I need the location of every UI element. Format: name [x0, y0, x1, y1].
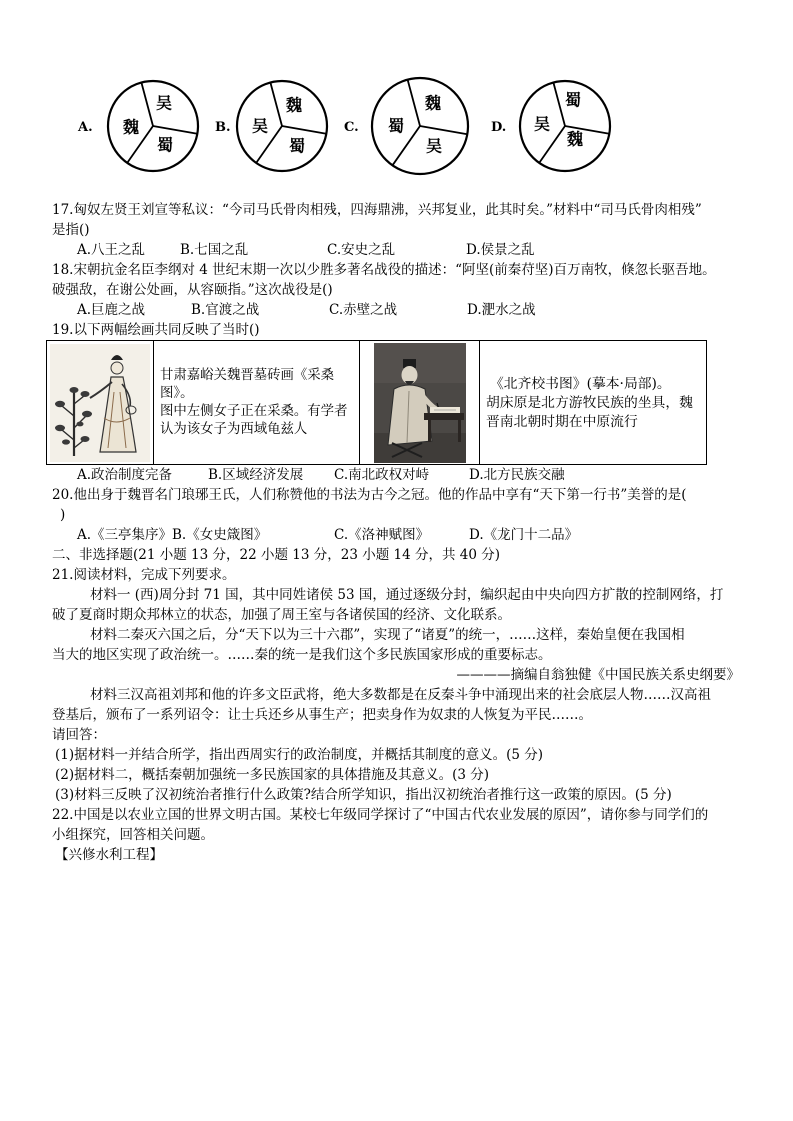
mulberry-picking-caption — [153, 341, 359, 464]
option-b: B.七国之乱 — [180, 242, 249, 258]
caption-line: 图》。 — [160, 386, 194, 401]
caption-line: 晋南北朝时期在中原流行 — [486, 414, 638, 430]
pie-option-c — [344, 78, 468, 174]
q18-options — [52, 300, 752, 320]
sub-question: (3)材料三反映了汉初统治者推行什么政策?结合所学知识，指出汉初统治者推行这一政策的原因。(5 分) — [55, 787, 672, 803]
sector-upper-label: 魏 — [285, 95, 303, 115]
caption-line: 甘肃嘉峪关魏晋墓砖画《采桑 — [160, 368, 335, 383]
sector-divider — [553, 83, 565, 127]
sector-left-label: 吴 — [251, 116, 269, 136]
sub-question: (2)据材料二，概括秦朝加强统一多民族国家的具体措施及其意义。(3 分) — [55, 767, 490, 783]
material-source: ————摘编自翁独健《中国民族关系史纲要》 — [456, 667, 740, 683]
caption-line: 胡床原是北方游牧民族的坐具，魏 — [486, 395, 693, 411]
pie-option-d — [491, 81, 610, 171]
sector-left-label: 蜀 — [387, 116, 405, 136]
sector-divider — [420, 126, 467, 134]
pie-option-b — [215, 81, 327, 171]
q22-stem-line: 小组探究，回答相关问题。 — [52, 827, 214, 843]
sector-divider — [408, 80, 420, 126]
caption-line: 《北齐校书图》(摹本·局部)。 — [490, 376, 671, 392]
sector-lower-label: 蜀 — [156, 135, 174, 155]
answer-prompt: 请回答： — [52, 727, 106, 743]
sector-divider — [153, 126, 197, 134]
q18-stem-line: 破强敌，在谢公处画，从容颐指。”这次战役是() — [52, 282, 333, 298]
sector-divider — [282, 126, 326, 134]
caption-line: 图中左侧女子正在采桑。有学者 — [160, 404, 348, 419]
section-title: 二、非选择题(21 小题 13 分，22 小题 13 分，23 小题 14 分，共 40 分) — [52, 547, 500, 563]
option-a: A.《三亭集序》 — [77, 527, 173, 543]
sector-divider — [270, 83, 282, 127]
material-3-line: 登基后，颁布了一系列诏令：让士兵还乡从事生产；把卖身作为奴隶的人恢复为平民……。 — [52, 707, 592, 723]
collating-texts-caption — [479, 341, 706, 464]
option-d: D.《龙门十二品》 — [469, 527, 579, 543]
material-1-line: 破了夏商时期众邦林立的状态，加强了周王室与各诸侯国的经济、文化联系。 — [52, 607, 511, 623]
exam-content — [52, 200, 752, 865]
q18-stem-line: 18.宋朝抗金名臣李纲对 4 世纪末期一次以少胜多著名战役的描述：“阿坚(前秦苻坚)百万南牧，倏忽长驱吾地。 — [52, 262, 716, 278]
sector-upper-label: 魏 — [424, 93, 442, 113]
q22-stem-line: 22.中国是以农业立国的世界文明古国。某校七年级同学探讨了“中国古代农业发展的原因”，请你参与同学们的 — [52, 807, 709, 823]
pie-options-diagram — [0, 70, 793, 185]
option-label: D. — [491, 120, 507, 135]
option-c: C.安史之乱 — [327, 242, 396, 258]
sector-lower-label: 魏 — [566, 129, 584, 149]
q17-options — [52, 240, 752, 260]
material-2-line: 材料二秦灭六国之后，分“天下以为三十六郡”，实现了“诸夏”的统一，……这样，秦始皇便在我国相 — [90, 627, 685, 643]
sector-lower-label: 蜀 — [288, 136, 306, 156]
collating-texts-picture-cell — [359, 341, 479, 464]
sector-upper-label: 吴 — [155, 93, 173, 113]
pie-option-a — [77, 81, 198, 171]
q20-stem-line: ) — [60, 507, 66, 523]
collating-texts-painting — [374, 343, 466, 463]
q20-options — [52, 525, 752, 545]
q17-stem-line: 17.匈奴左贤王刘宣等私议：“今司马氏骨肉相残，四海鼎沸，兴邦复业，此其时矣。”材料中“司马氏骨肉相残” — [52, 202, 702, 218]
option-a: A.巨鹿之战 — [77, 302, 146, 318]
q21-intro: 21.阅读材料，完成下列要求。 — [52, 567, 236, 583]
option-a: A.政治制度完备 — [77, 467, 173, 483]
sector-lower-label: 吴 — [425, 136, 443, 156]
option-a: A.八王之乱 — [77, 242, 146, 258]
material-3-line: 材料三汉高祖刘邦和他的许多文臣武将，绝大多数都是在反秦斗争中涌现出来的社会底层人物……汉高祖 — [90, 687, 711, 703]
sector-left-label: 魏 — [122, 117, 140, 137]
option-label: A. — [78, 120, 93, 135]
sector-upper-label: 蜀 — [564, 90, 582, 110]
option-d: D.侯景之乱 — [466, 242, 535, 258]
option-b: B.《女史箴图》 — [172, 527, 268, 543]
sector-left-label: 吴 — [533, 114, 551, 134]
option-b: B.区域经济发展 — [208, 467, 304, 483]
option-d: D.北方民族交融 — [469, 467, 565, 483]
q17-stem-line: 是指() — [52, 222, 90, 238]
caption-line: 认为该女子为西域龟兹人 — [160, 422, 308, 437]
option-label: B. — [215, 120, 231, 135]
q19-stem-line: 19.以下两幅绘画共同反映了当时() — [52, 322, 260, 338]
option-d: D.淝水之战 — [467, 302, 536, 318]
q19-options — [52, 465, 752, 485]
option-label: C. — [344, 120, 359, 135]
q22-subheading: 【兴修水利工程】 — [55, 847, 163, 863]
material-2-line: 当大的地区实现了政治统一。……秦的统一是我们这个多民族国家形成的重要标志。 — [52, 647, 552, 663]
material-1-line: 材料一 (西)周分封 71 国，其中同姓诸侯 53 国，通过逐级分封，编织起由中央向四方扩散的控制网络，打 — [90, 587, 724, 603]
sector-divider — [141, 83, 153, 127]
sub-question: (1)据材料一并结合所学，指出西周实行的政治制度，并概括其制度的意义。(5 分) — [55, 747, 544, 763]
option-c: C.赤壁之战 — [329, 302, 398, 318]
option-c: C.南北政权对峙 — [334, 467, 430, 483]
mulberry-picking-picture-cell — [47, 341, 153, 464]
mulberry-picking-painting — [50, 344, 150, 462]
q20-stem-line: 20.他出身于魏晋名门琅琊王氏，人们称赞他的书法为古今之冠。他的作品中享有“天下第一行书”美誉的是( — [52, 487, 687, 503]
option-b: B.官渡之战 — [191, 302, 260, 318]
option-c: C.《洛神赋图》 — [334, 527, 430, 543]
q19-picture-table — [46, 340, 707, 465]
